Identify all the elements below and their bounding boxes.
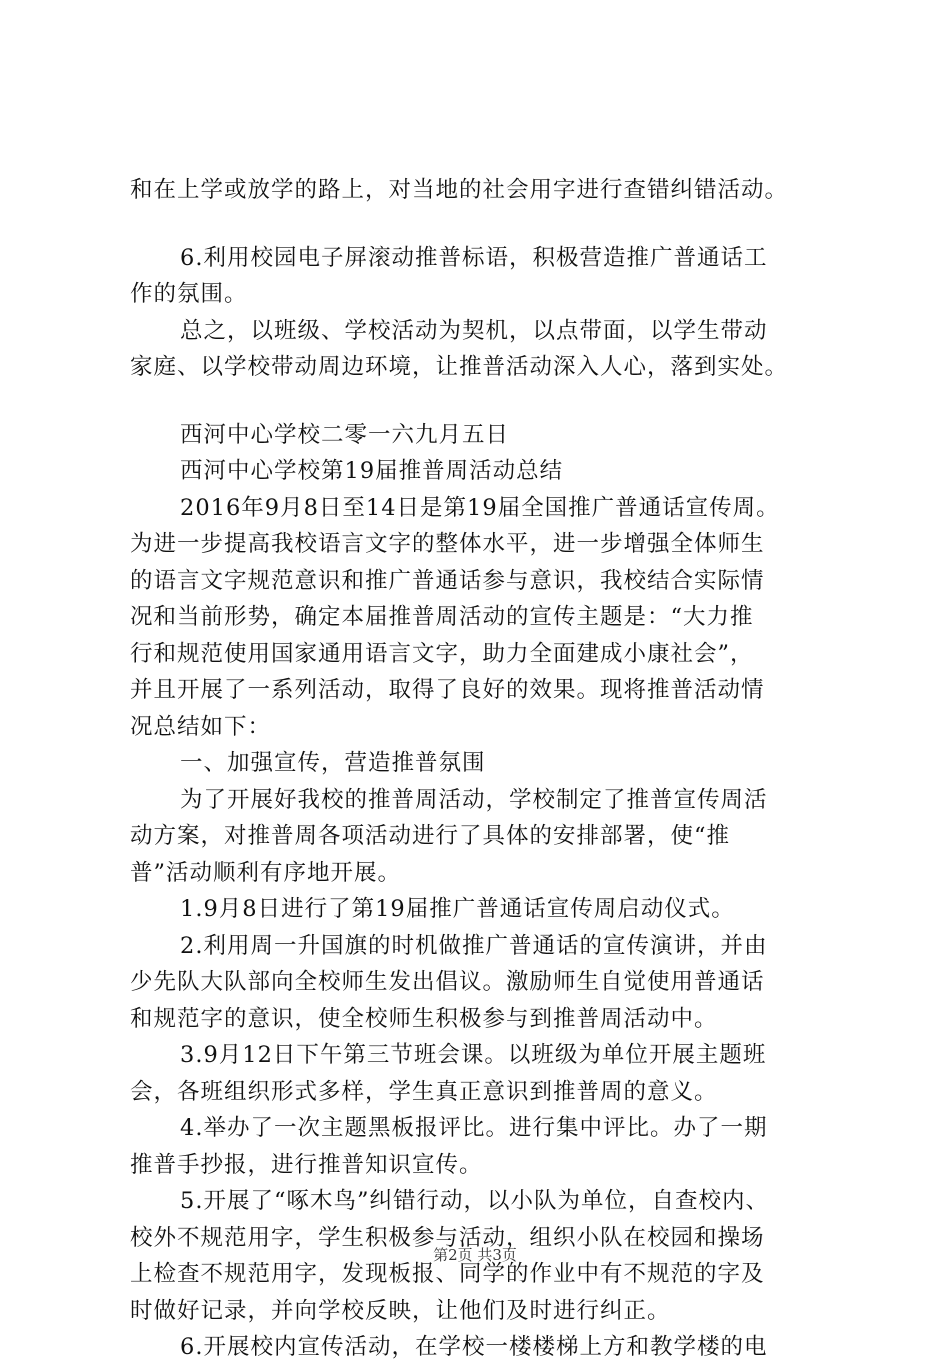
text-line: 6.开展校内宣传活动，在学校一楼楼梯上方和教学楼的电 xyxy=(180,1334,768,1360)
paragraph xyxy=(130,782,860,892)
paragraph xyxy=(130,928,860,1038)
text-line: 和规范字的意识，使全校师生积极参与到推普周活动中。 xyxy=(130,1005,718,1032)
text-line: 况和当前形势，确定本届推普周活动的宣传主题是：“大力推 xyxy=(130,604,754,630)
text-line: 并且开展了一系列活动，取得了良好的效果。现将推普活动情 xyxy=(130,677,765,703)
paragraph-gap xyxy=(130,209,860,240)
text-line: 普”活动顺利有序地开展。 xyxy=(130,859,402,886)
text-line: 西河中心学校二零一六九月五日 xyxy=(180,421,510,448)
paragraph xyxy=(130,891,860,928)
text-line: 会，各班组织形式多样，学生真正意识到推普周的意义。 xyxy=(130,1078,718,1105)
text-line: 总之，以班级、学校活动为契机，以点带面，以学生带动 xyxy=(180,317,768,344)
paragraph xyxy=(130,745,860,782)
text-line: 校外不规范用字，学生积极参与活动，组织小队在校园和操场 xyxy=(130,1224,765,1251)
paragraph xyxy=(130,240,860,313)
paragraph xyxy=(130,453,860,490)
text-line: 和在上学或放学的路上，对当地的社会用字进行查错纠错活动。 xyxy=(130,177,789,203)
text-line: 时做好记录，并向学校反映，让他们及时进行纠正。 xyxy=(130,1297,671,1324)
paragraph-gap xyxy=(130,386,860,417)
text-line: 上检查不规范用字，发现板报、同学的作业中有不规范的字及 xyxy=(130,1261,765,1287)
paragraph xyxy=(130,313,860,386)
text-line: 2.利用周一升国旗的时机做推广普通话的宣传演讲，并由 xyxy=(180,932,768,959)
text-line: 3.9月12日下午第三节班会课。以班级为单位开展主题班 xyxy=(180,1042,767,1068)
page-footer: 第2页 共3页 xyxy=(433,1246,517,1264)
paragraph xyxy=(130,1037,860,1110)
text-line: 一、加强宣传，营造推普氛围 xyxy=(180,750,486,776)
text-line: 4.举办了一次主题黑板报评比。进行集中评比。办了一期 xyxy=(180,1115,768,1141)
text-line: 家庭、以学校带动周边环境，让推普活动深入人心，落到实处。 xyxy=(130,354,789,380)
paragraph xyxy=(130,417,860,454)
paragraph xyxy=(130,490,860,746)
text-line: 2016年9月8日至14日是第19届全国推广普通话宣传周。 xyxy=(180,494,780,521)
text-line: 行和规范使用国家通用语言文字，助力全面建成小康社会”， xyxy=(130,640,754,667)
text-line: 况总结如下： xyxy=(130,713,272,740)
text-line: 动方案，对推普周各项活动进行了具体的安排部署，使“推 xyxy=(130,823,731,849)
text-line: 作的氛围。 xyxy=(130,281,248,307)
paragraph xyxy=(130,1329,860,1366)
text-line: 5.开展了“啄木鸟”纠错行动，以小队为单位，自查校内、 xyxy=(180,1188,769,1214)
document-body xyxy=(130,172,860,1366)
text-line: 1.9月8日进行了第19届推广普通话宣传周启动仪式。 xyxy=(180,896,735,922)
text-line: 推普手抄报，进行推普知识宣传。 xyxy=(130,1151,483,1178)
text-line: 少先队大队部向全校师生发出倡议。激励师生自觉使用普通话 xyxy=(130,969,765,995)
text-line: 6.利用校园电子屏滚动推普标语，积极营造推广普通话工 xyxy=(180,244,768,271)
paragraph xyxy=(130,172,860,209)
paragraph xyxy=(130,1110,860,1183)
text-line: 为进一步提高我校语言文字的整体水平，进一步增强全体师生 xyxy=(130,531,765,557)
text-line: 西河中心学校第19届推普周活动总结 xyxy=(180,458,564,484)
text-line: 的语言文字规范意识和推广普通话参与意识，我校结合实际情 xyxy=(130,567,765,594)
text-line: 为了开展好我校的推普周活动，学校制定了推普宣传周活 xyxy=(180,786,768,813)
